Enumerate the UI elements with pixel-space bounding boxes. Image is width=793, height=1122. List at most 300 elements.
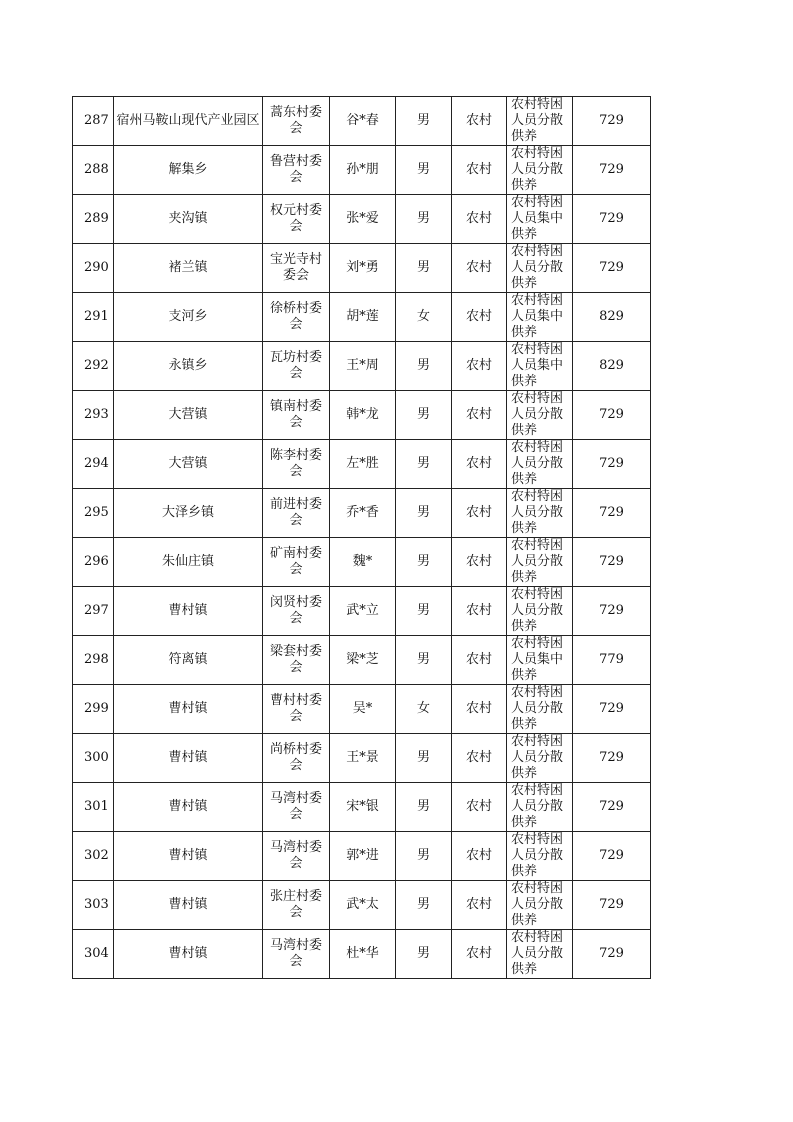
- area-cell-text: 农村: [465, 554, 492, 569]
- village-cell-text: 闵贤村委会: [269, 595, 322, 626]
- amount-cell: [573, 97, 651, 146]
- category-cell-text: 农村特困人员分散供养: [511, 244, 564, 291]
- name-cell: [330, 293, 396, 342]
- table-row: [73, 293, 651, 342]
- table-row: [73, 832, 651, 881]
- category-cell: [507, 195, 573, 244]
- row-number-text: 289: [84, 211, 109, 226]
- area-cell: [452, 440, 507, 489]
- name-cell-text: 魏*: [352, 554, 373, 569]
- town-cell-text: 大泽乡镇: [161, 505, 214, 520]
- village-cell: [263, 685, 330, 734]
- village-cell: [263, 342, 330, 391]
- amount-cell: [573, 930, 651, 979]
- area-cell-text: 农村: [465, 162, 492, 177]
- name-cell: [330, 881, 396, 930]
- amount-cell-text: 729: [599, 799, 624, 814]
- row-number: [73, 244, 114, 293]
- name-cell-text: 梁*芝: [346, 652, 379, 667]
- village-cell: [263, 195, 330, 244]
- gender-cell-text: 男: [416, 211, 430, 226]
- amount-cell-text: 729: [599, 750, 624, 765]
- area-cell-text: 农村: [465, 652, 492, 667]
- table-row: [73, 391, 651, 440]
- village-cell: [263, 881, 330, 930]
- town-cell-text: 支河乡: [168, 309, 208, 324]
- amount-cell: [573, 636, 651, 685]
- area-cell-text: 农村: [465, 799, 492, 814]
- category-cell: [507, 538, 573, 587]
- town-cell-text: 大营镇: [168, 407, 208, 422]
- row-number: [73, 489, 114, 538]
- row-number-text: 303: [84, 897, 109, 912]
- town-cell: [114, 930, 263, 979]
- village-cell-text: 权元村委会: [269, 203, 322, 234]
- name-cell-text: 武*立: [346, 603, 379, 618]
- area-cell: [452, 538, 507, 587]
- category-cell: [507, 832, 573, 881]
- table-row: [73, 636, 651, 685]
- area-cell-text: 农村: [465, 603, 492, 618]
- gender-cell: [396, 636, 452, 685]
- row-number: [73, 587, 114, 636]
- table-row: [73, 685, 651, 734]
- row-number-text: 288: [84, 162, 109, 177]
- row-number-text: 292: [84, 358, 109, 373]
- area-cell: [452, 636, 507, 685]
- table-row: [73, 489, 651, 538]
- town-cell-text: 曹村镇: [168, 603, 208, 618]
- village-cell: [263, 783, 330, 832]
- area-cell-text: 农村: [465, 407, 492, 422]
- gender-cell: [396, 734, 452, 783]
- row-number: [73, 930, 114, 979]
- village-cell: [263, 734, 330, 783]
- village-cell: [263, 244, 330, 293]
- category-cell-text: 农村特困人员分散供养: [511, 734, 564, 781]
- category-cell-text: 农村特困人员分散供养: [511, 538, 564, 585]
- town-cell: [114, 489, 263, 538]
- gender-cell: [396, 97, 452, 146]
- row-number-text: 293: [84, 407, 109, 422]
- amount-cell-text: 729: [599, 407, 624, 422]
- amount-cell: [573, 440, 651, 489]
- village-cell-text: 瓦坊村委会: [269, 350, 322, 381]
- town-cell-text: 解集乡: [168, 162, 208, 177]
- town-cell: [114, 587, 263, 636]
- gender-cell-text: 男: [416, 505, 430, 520]
- area-cell: [452, 195, 507, 244]
- amount-cell: [573, 538, 651, 587]
- category-cell-text: 农村特困人员分散供养: [511, 391, 564, 438]
- gender-cell: [396, 146, 452, 195]
- village-cell-text: 鲁营村委会: [269, 154, 322, 185]
- category-cell-text: 农村特困人员分散供养: [511, 97, 564, 144]
- name-cell: [330, 636, 396, 685]
- gender-cell-text: 男: [416, 113, 430, 128]
- gender-cell: [396, 538, 452, 587]
- area-cell-text: 农村: [465, 309, 492, 324]
- row-number-text: 287: [84, 113, 109, 128]
- gender-cell: [396, 587, 452, 636]
- village-cell: [263, 97, 330, 146]
- area-cell-text: 农村: [465, 505, 492, 520]
- name-cell-text: 刘*勇: [346, 260, 379, 275]
- name-cell-text: 左*胜: [346, 456, 379, 471]
- gender-cell: [396, 342, 452, 391]
- gender-cell: [396, 440, 452, 489]
- row-number: [73, 440, 114, 489]
- category-cell: [507, 881, 573, 930]
- gender-cell-text: 男: [416, 456, 430, 471]
- area-cell: [452, 783, 507, 832]
- table-row: [73, 195, 651, 244]
- area-cell: [452, 832, 507, 881]
- row-number-text: 295: [84, 505, 109, 520]
- area-cell-text: 农村: [465, 750, 492, 765]
- area-cell-text: 农村: [465, 211, 492, 226]
- gender-cell: [396, 195, 452, 244]
- town-cell: [114, 195, 263, 244]
- town-cell-text: 曹村镇: [168, 750, 208, 765]
- table-row: [73, 587, 651, 636]
- gender-cell-text: 男: [416, 358, 430, 373]
- name-cell: [330, 342, 396, 391]
- category-cell: [507, 685, 573, 734]
- gender-cell: [396, 783, 452, 832]
- area-cell: [452, 734, 507, 783]
- gender-cell: [396, 685, 452, 734]
- name-cell: [330, 734, 396, 783]
- amount-cell: [573, 489, 651, 538]
- table-row: [73, 97, 651, 146]
- category-cell-text: 农村特困人员分散供养: [511, 832, 564, 879]
- area-cell: [452, 391, 507, 440]
- recipient-table: [72, 96, 651, 979]
- amount-cell-text: 729: [599, 554, 624, 569]
- gender-cell-text: 男: [416, 603, 430, 618]
- village-cell-text: 蒿东村委会: [269, 105, 322, 136]
- amount-cell: [573, 832, 651, 881]
- gender-cell-text: 男: [416, 407, 430, 422]
- gender-cell-text: 男: [416, 897, 430, 912]
- village-cell: [263, 293, 330, 342]
- town-cell: [114, 391, 263, 440]
- gender-cell-text: 男: [416, 162, 430, 177]
- name-cell: [330, 587, 396, 636]
- village-cell-text: 马湾村委会: [269, 938, 322, 969]
- town-cell: [114, 342, 263, 391]
- area-cell-text: 农村: [465, 701, 492, 716]
- town-cell: [114, 244, 263, 293]
- row-number-text: 299: [84, 701, 109, 716]
- area-cell-text: 农村: [465, 113, 492, 128]
- gender-cell: [396, 244, 452, 293]
- row-number: [73, 636, 114, 685]
- village-cell-text: 陈李村委会: [269, 448, 322, 479]
- row-number: [73, 538, 114, 587]
- row-number: [73, 195, 114, 244]
- category-cell-text: 农村特困人员分散供养: [511, 930, 564, 977]
- amount-cell: [573, 342, 651, 391]
- amount-cell: [573, 587, 651, 636]
- area-cell-text: 农村: [465, 946, 492, 961]
- row-number-text: 301: [84, 799, 109, 814]
- village-cell-text: 尚桥村委会: [269, 742, 322, 773]
- area-cell-text: 农村: [465, 897, 492, 912]
- village-cell-text: 徐桥村委会: [269, 301, 322, 332]
- village-cell: [263, 832, 330, 881]
- name-cell: [330, 195, 396, 244]
- amount-cell-text: 729: [599, 456, 624, 471]
- table-row: [73, 440, 651, 489]
- gender-cell: [396, 489, 452, 538]
- row-number: [73, 783, 114, 832]
- town-cell: [114, 881, 263, 930]
- row-number-text: 291: [84, 309, 109, 324]
- name-cell: [330, 538, 396, 587]
- town-cell-text: 曹村镇: [168, 946, 208, 961]
- category-cell: [507, 587, 573, 636]
- gender-cell-text: 男: [416, 848, 430, 863]
- name-cell-text: 郭*进: [346, 848, 379, 863]
- table-row: [73, 146, 651, 195]
- gender-cell: [396, 881, 452, 930]
- name-cell-text: 乔*香: [346, 505, 379, 520]
- category-cell-text: 农村特困人员分散供养: [511, 685, 564, 732]
- village-cell-text: 前进村委会: [269, 497, 322, 528]
- area-cell: [452, 293, 507, 342]
- amount-cell: [573, 391, 651, 440]
- row-number: [73, 391, 114, 440]
- row-number: [73, 342, 114, 391]
- area-cell-text: 农村: [465, 456, 492, 471]
- area-cell: [452, 489, 507, 538]
- area-cell-text: 农村: [465, 260, 492, 275]
- gender-cell: [396, 832, 452, 881]
- row-number: [73, 146, 114, 195]
- name-cell-text: 武*太: [346, 897, 379, 912]
- category-cell-text: 农村特困人员分散供养: [511, 489, 564, 536]
- table-row: [73, 244, 651, 293]
- town-cell: [114, 685, 263, 734]
- gender-cell-text: 男: [416, 799, 430, 814]
- town-cell: [114, 97, 263, 146]
- category-cell-text: 农村特困人员分散供养: [511, 783, 564, 830]
- name-cell-text: 谷*春: [346, 113, 379, 128]
- row-number-text: 294: [84, 456, 109, 471]
- row-number: [73, 97, 114, 146]
- category-cell: [507, 97, 573, 146]
- row-number-text: 297: [84, 603, 109, 618]
- area-cell: [452, 146, 507, 195]
- category-cell: [507, 930, 573, 979]
- amount-cell: [573, 685, 651, 734]
- category-cell: [507, 391, 573, 440]
- category-cell: [507, 146, 573, 195]
- category-cell-text: 农村特困人员分散供养: [511, 440, 564, 487]
- name-cell-text: 杜*华: [346, 946, 379, 961]
- category-cell: [507, 244, 573, 293]
- amount-cell-text: 729: [599, 260, 624, 275]
- town-cell-text: 永镇乡: [168, 358, 208, 373]
- village-cell-text: 张庄村委会: [269, 889, 322, 920]
- row-number-text: 300: [84, 750, 109, 765]
- table-row: [73, 342, 651, 391]
- category-cell-text: 农村特困人员集中供养: [511, 293, 564, 340]
- row-number-text: 298: [84, 652, 109, 667]
- town-cell-text: 曹村镇: [168, 701, 208, 716]
- name-cell-text: 吴*: [352, 701, 373, 716]
- town-cell: [114, 734, 263, 783]
- name-cell: [330, 832, 396, 881]
- village-cell-text: 梁套村委会: [269, 644, 322, 675]
- table-row: [73, 930, 651, 979]
- amount-cell-text: 729: [599, 946, 624, 961]
- area-cell: [452, 685, 507, 734]
- area-cell: [452, 881, 507, 930]
- name-cell: [330, 244, 396, 293]
- town-cell: [114, 636, 263, 685]
- town-cell-text: 符离镇: [168, 652, 208, 667]
- name-cell-text: 孙*朋: [346, 162, 379, 177]
- village-cell-text: 曹村村委会: [269, 693, 322, 724]
- amount-cell-text: 829: [599, 309, 624, 324]
- gender-cell-text: 男: [416, 652, 430, 667]
- category-cell: [507, 783, 573, 832]
- row-number: [73, 881, 114, 930]
- amount-cell-text: 829: [599, 358, 624, 373]
- gender-cell-text: 男: [416, 946, 430, 961]
- amount-cell-text: 729: [599, 701, 624, 716]
- name-cell-text: 宋*银: [346, 799, 379, 814]
- gender-cell-text: 女: [416, 309, 430, 324]
- amount-cell-text: 779: [599, 652, 624, 667]
- amount-cell-text: 729: [599, 848, 624, 863]
- name-cell-text: 韩*龙: [346, 407, 379, 422]
- amount-cell-text: 729: [599, 603, 624, 618]
- category-cell: [507, 489, 573, 538]
- gender-cell: [396, 391, 452, 440]
- table-body: [73, 97, 651, 979]
- area-cell: [452, 244, 507, 293]
- name-cell: [330, 391, 396, 440]
- amount-cell: [573, 881, 651, 930]
- village-cell: [263, 636, 330, 685]
- gender-cell-text: 男: [416, 750, 430, 765]
- amount-cell: [573, 146, 651, 195]
- village-cell: [263, 440, 330, 489]
- table-row: [73, 734, 651, 783]
- name-cell-text: 胡*莲: [346, 309, 379, 324]
- area-cell-text: 农村: [465, 358, 492, 373]
- village-cell: [263, 489, 330, 538]
- amount-cell: [573, 293, 651, 342]
- name-cell-text: 张*爱: [346, 211, 379, 226]
- village-cell: [263, 587, 330, 636]
- category-cell: [507, 734, 573, 783]
- category-cell: [507, 342, 573, 391]
- town-cell-text: 曹村镇: [168, 848, 208, 863]
- category-cell-text: 农村特困人员集中供养: [511, 195, 564, 242]
- town-cell-text: 朱仙庄镇: [161, 554, 214, 569]
- gender-cell-text: 男: [416, 554, 430, 569]
- town-cell: [114, 783, 263, 832]
- town-cell: [114, 832, 263, 881]
- village-cell-text: 马湾村委会: [269, 840, 322, 871]
- gender-cell-text: 女: [416, 701, 430, 716]
- amount-cell: [573, 783, 651, 832]
- row-number: [73, 685, 114, 734]
- table-row: [73, 783, 651, 832]
- village-cell: [263, 146, 330, 195]
- gender-cell: [396, 930, 452, 979]
- village-cell: [263, 930, 330, 979]
- town-cell: [114, 146, 263, 195]
- amount-cell-text: 729: [599, 211, 624, 226]
- amount-cell: [573, 195, 651, 244]
- area-cell: [452, 97, 507, 146]
- name-cell-text: 王*景: [346, 750, 379, 765]
- town-cell-text: 曹村镇: [168, 897, 208, 912]
- town-cell-text: 宿州马鞍山现代产业园区: [116, 113, 260, 128]
- name-cell: [330, 146, 396, 195]
- table-row: [73, 881, 651, 930]
- gender-cell: [396, 293, 452, 342]
- row-number: [73, 734, 114, 783]
- category-cell-text: 农村特困人员集中供养: [511, 342, 564, 389]
- table-row: [73, 538, 651, 587]
- category-cell: [507, 293, 573, 342]
- name-cell-text: 王*周: [346, 358, 379, 373]
- town-cell-text: 大营镇: [168, 456, 208, 471]
- row-number-text: 296: [84, 554, 109, 569]
- village-cell-text: 矿南村委会: [269, 546, 322, 577]
- row-number: [73, 293, 114, 342]
- area-cell: [452, 930, 507, 979]
- village-cell-text: 镇南村委会: [269, 399, 322, 430]
- village-cell-text: 马湾村委会: [269, 791, 322, 822]
- town-cell: [114, 293, 263, 342]
- row-number: [73, 832, 114, 881]
- row-number-text: 290: [84, 260, 109, 275]
- amount-cell-text: 729: [599, 897, 624, 912]
- name-cell: [330, 783, 396, 832]
- village-cell: [263, 391, 330, 440]
- gender-cell-text: 男: [416, 260, 430, 275]
- row-number-text: 302: [84, 848, 109, 863]
- name-cell: [330, 489, 396, 538]
- village-cell-text: 宝光寺村委会: [269, 252, 322, 283]
- category-cell-text: 农村特困人员集中供养: [511, 636, 564, 683]
- village-cell: [263, 538, 330, 587]
- name-cell: [330, 440, 396, 489]
- row-number-text: 304: [84, 946, 109, 961]
- town-cell-text: 曹村镇: [168, 799, 208, 814]
- area-cell-text: 农村: [465, 848, 492, 863]
- town-cell: [114, 440, 263, 489]
- category-cell-text: 农村特困人员分散供养: [511, 881, 564, 928]
- area-cell: [452, 342, 507, 391]
- town-cell-text: 夹沟镇: [168, 211, 208, 226]
- category-cell-text: 农村特困人员分散供养: [511, 587, 564, 634]
- town-cell: [114, 538, 263, 587]
- name-cell: [330, 930, 396, 979]
- name-cell: [330, 685, 396, 734]
- amount-cell-text: 729: [599, 505, 624, 520]
- category-cell: [507, 440, 573, 489]
- amount-cell-text: 729: [599, 113, 624, 128]
